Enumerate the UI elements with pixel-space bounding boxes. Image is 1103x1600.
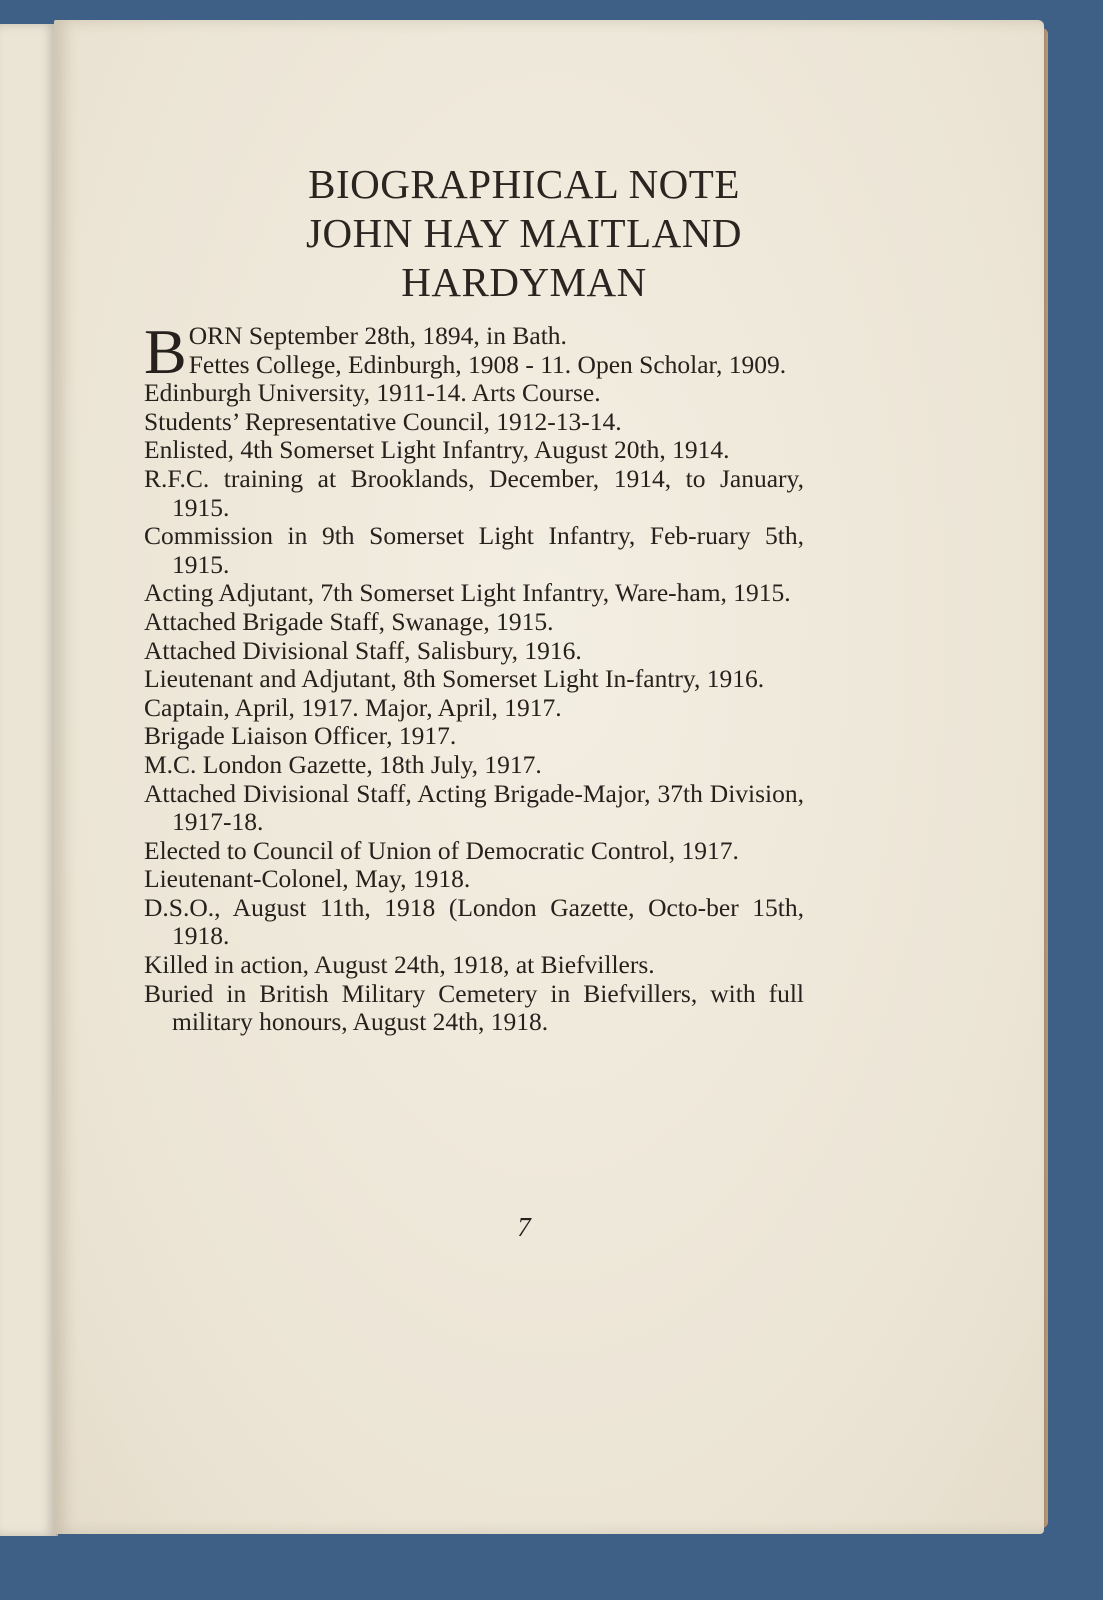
entry-rfc-training: R.F.C. training at Brooklands, December, 1914, to January, 1915. [144, 463, 804, 522]
entry-buried: Buried in British Military Cemetery in Biefvillers, with full military honours, August 24th, 1918. [144, 978, 804, 1037]
title-line-2: JOHN HAY MAITLAND [306, 210, 742, 256]
entry-dso: D.S.O., August 11th, 1918 (London Gazette, Octo-ber 15th, 1918. [144, 892, 804, 951]
entry-lieutenant-colonel: Lieutenant-Colonel, May, 1918. [144, 864, 471, 894]
title-line-3: HARDYMAN [401, 259, 647, 305]
title-line-1: BIOGRAPHICAL NOTE [308, 161, 740, 207]
entry-enlisted: Enlisted, 4th Somerset Light Infantry, August 20th, 1914. [144, 435, 730, 465]
entry-divisional-staff: Attached Divisional Staff, Salisbury, 1916. [144, 635, 582, 665]
opening-line-2: Fettes College, Edinburgh, 1908 - 11. Open Scholar, 1909. [188, 349, 787, 379]
opening-line-1: ORN September 28th, 1894, in Bath. [188, 321, 567, 350]
entry-military-cross: M.C. London Gazette, 18th July, 1917. [144, 749, 542, 779]
book-page [54, 20, 1044, 1534]
entry-brigade-major: Attached Divisional Staff, Acting Brigade-Major, 37th Division, 1917-18. [144, 778, 804, 837]
entry-udc-council: Elected to Council of Union of Democratic Control, 1917. [144, 835, 739, 865]
facing-page-edge [0, 24, 58, 1536]
entry-edinburgh-university: Edinburgh University, 1911-14. Arts Course. [144, 378, 601, 408]
entry-lieutenant-adjutant: Lieutenant and Adjutant, 8th Somerset Light In-fantry, 1916. [144, 664, 765, 694]
entry-liaison-officer: Brigade Liaison Officer, 1917. [144, 721, 457, 751]
entry-brigade-staff: Attached Brigade Staff, Swanage, 1915. [144, 606, 554, 636]
entry-captain-major: Captain, April, 1917. Major, April, 1917. [144, 692, 562, 722]
entry-killed-in-action: Killed in action, August 24th, 1918, at Biefvillers. [144, 950, 655, 980]
entry-acting-adjutant: Acting Adjutant, 7th Somerset Light Infantry, Ware-ham, 1915. [144, 578, 791, 608]
drop-cap: B [144, 316, 187, 387]
biography-entries [144, 316, 804, 1037]
opening-entry [144, 316, 804, 387]
page-number: 7 [517, 1212, 531, 1242]
entry-representative-council: Students’ Representative Council, 1912-13-14. [144, 406, 622, 436]
entry-commission: Commission in 9th Somerset Light Infantry, Feb-ruary 5th, 1915. [144, 521, 804, 579]
